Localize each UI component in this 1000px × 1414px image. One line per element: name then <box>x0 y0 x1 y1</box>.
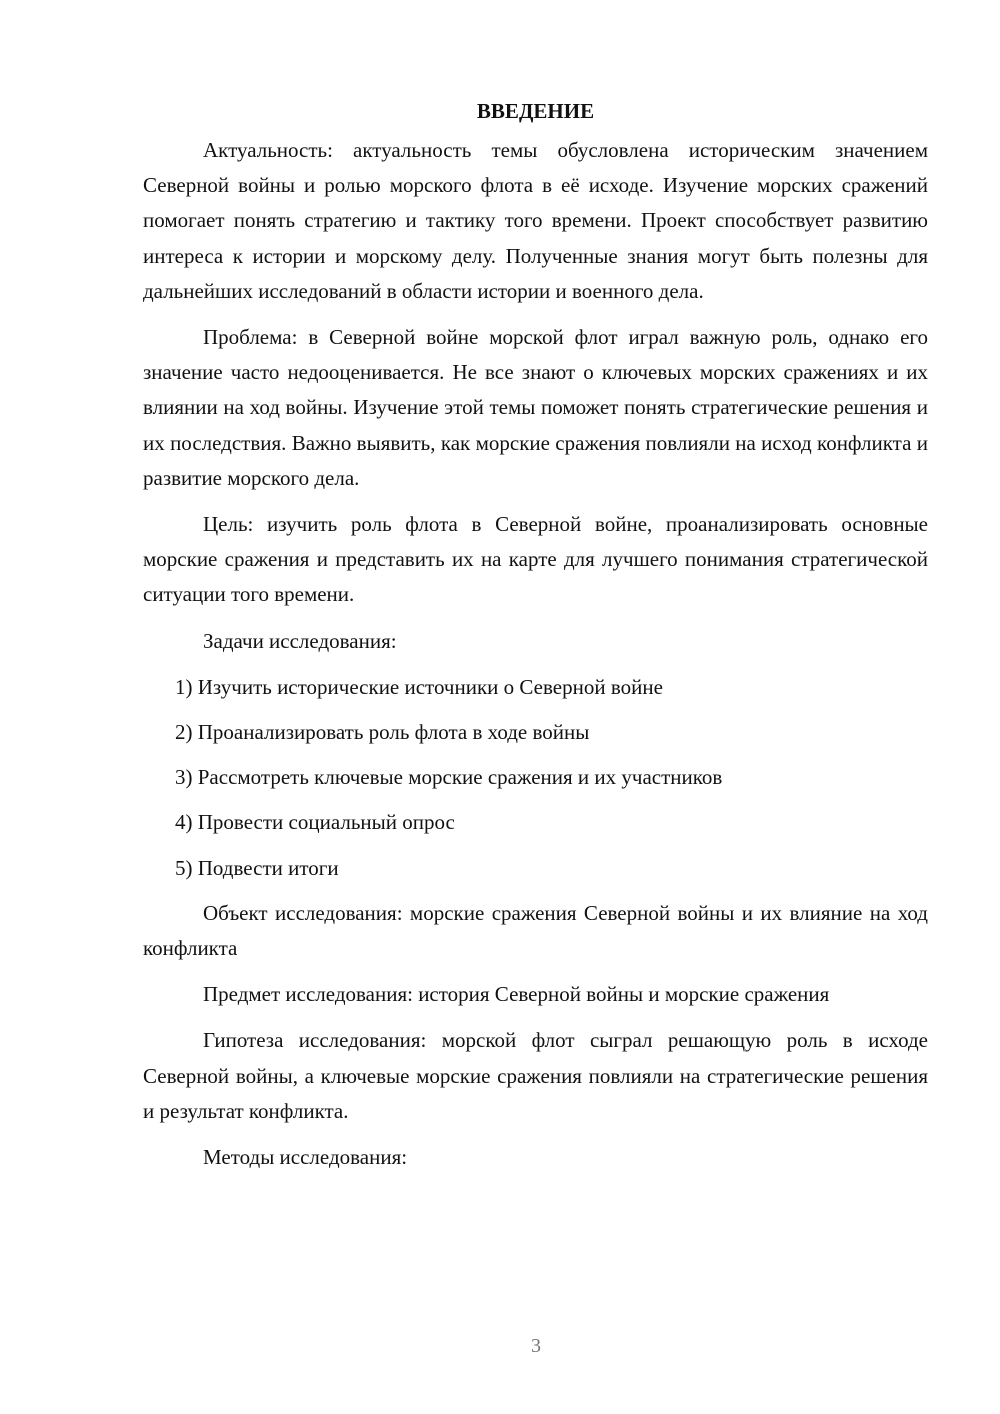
task-item-2: 2) Проанализировать роль флота в ходе войны <box>175 720 590 745</box>
paragraph-relevance: Актуальность: актуальность темы обусловлена историческим значением Северной войны и ролью морского флота в её исходе. Изучение морских сражений помогает понять стратегию и тактику того времени. Проект способствует развитию интереса к истории и морскому делу. Полученные знания могут быть полезны для дальнейших исследований в области истории и военного дела. <box>143 138 928 303</box>
task-item-5: 5) Подвести итоги <box>175 855 339 880</box>
paragraph-object: Объект исследования: морские сражения Северной войны и их влияние на ход конфликта <box>143 900 928 961</box>
tasks-label: Задачи исследования: <box>203 628 397 653</box>
tasks-list <box>143 670 928 886</box>
methods-label: Методы исследования: <box>203 1145 408 1170</box>
paragraph-problem: Проблема: в Северной войне морской флот играл важную роль, однако его значение часто недооценивается. Не все знают о ключевых морских сражениях и их влиянии на ход войны. Изучение этой темы поможет понять стратегические решения и их последствия. Важно выявить, как морские сражения повлияли на исход конфликта и развитие морского дела. <box>143 325 928 490</box>
paragraph-goal: Цель: изучить роль флота в Северной войне, проанализировать основные морские сражения и представить их на карте для лучшего понимания стратегической ситуации того времени. <box>143 512 928 607</box>
task-item-3: 3) Рассмотреть ключевые морские сражения и их участников <box>175 765 723 790</box>
paragraph-subject: Предмет исследования: история Северной войны и морские сражения <box>203 982 830 1007</box>
task-item-1: 1) Изучить исторические источники о Северной войне <box>175 674 663 699</box>
page-number: 3 <box>531 1335 541 1357</box>
section-heading: ВВЕДЕНИЕ <box>476 99 595 123</box>
page-content <box>143 98 928 1186</box>
task-item-4: 4) Провести социальный опрос <box>175 810 455 835</box>
paragraph-hypothesis: Гипотеза исследования: морской флот сыграл решающую роль в исходе Северной войны, а ключевые морские сражения повлияли на стратегические решения и результат конфликта. <box>143 1028 928 1123</box>
